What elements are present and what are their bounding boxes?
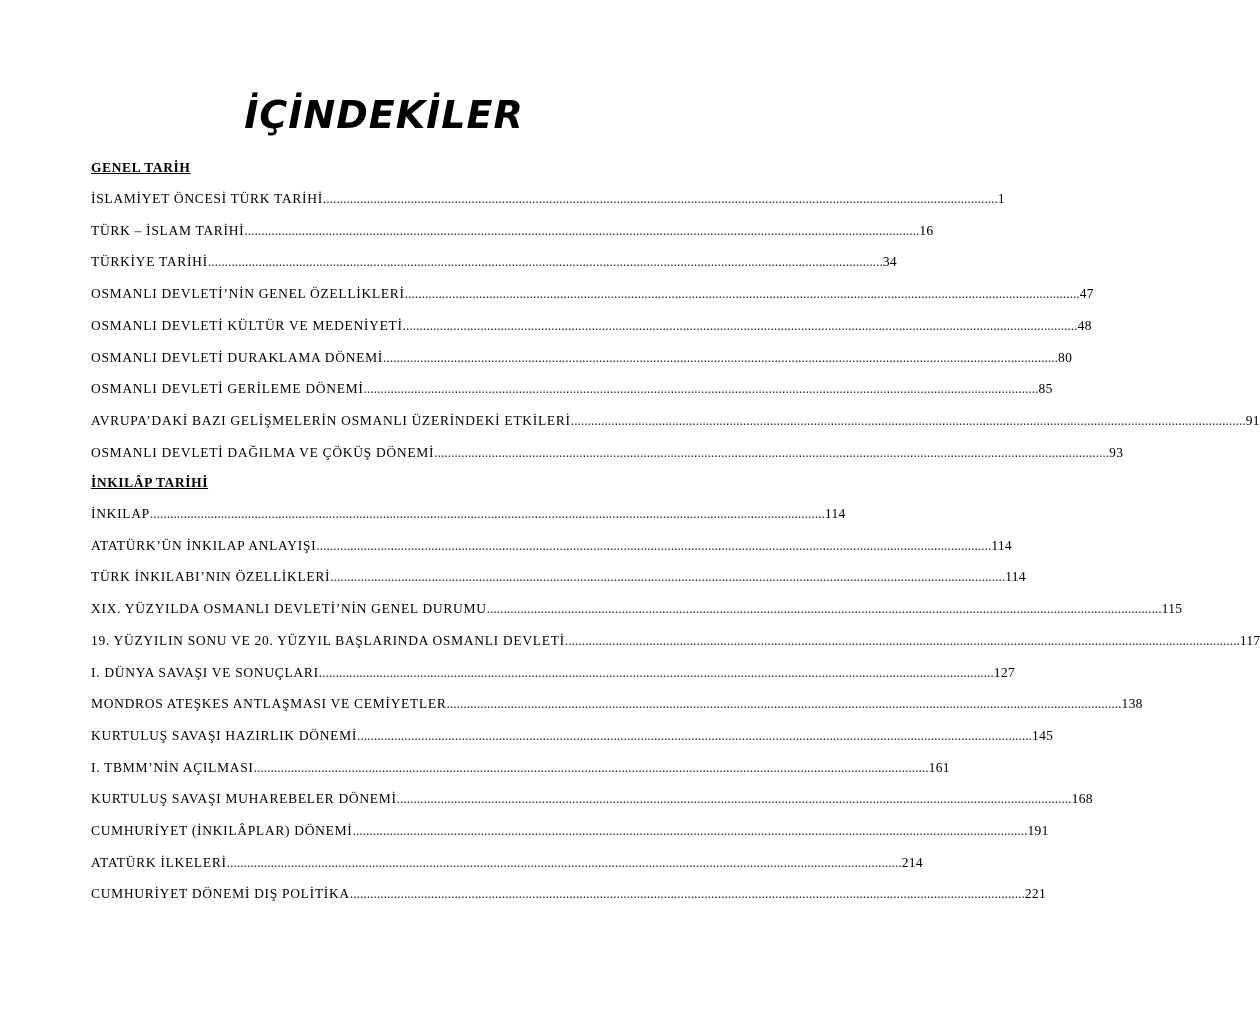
toc-entry[interactable] [91,253,897,271]
toc-entry[interactable] [91,222,934,240]
leader-dots: ........................................................................................................................................................................................................ [207,254,883,270]
leader-dots: ........................................................................................................................................................................................................ [402,317,1078,333]
leader-dots: ........................................................................................................................................................................................................ [226,854,902,870]
toc-entry[interactable] [91,349,1073,367]
toc-page-number: 80 [1058,349,1073,365]
toc-entry[interactable] [91,695,1143,713]
toc-entry[interactable] [91,505,846,523]
leader-dots: ........................................................................................................................................................................................................ [434,444,1110,460]
toc-entry-label: MONDROS ATEŞKES ANTLAŞMASI VE CEMİYETLER [91,696,447,712]
toc-entry[interactable] [91,727,1054,745]
toc-page-number: 114 [1005,569,1026,585]
leader-dots: ........................................................................................................................................................................................................ [149,506,825,521]
toc-entry[interactable] [91,790,1093,808]
leader-dots: ........................................................................................................................................................................................................ [446,696,1122,712]
toc-page-number: 1 [997,191,1005,206]
leader-dots: ........................................................................................................................................................................................................ [396,791,1072,807]
toc-page-number: 168 [1071,791,1093,807]
toc-page-number: 34 [882,254,897,270]
section-heading: İNKILÂP TARİHİ [91,475,209,490]
toc-entry[interactable] [91,632,1260,650]
toc-entry[interactable] [91,317,1092,335]
toc-entry-label: CUMHURİYET (İNKILÂPLAR) DÖNEMİ [91,823,353,838]
toc-page-number: 114 [991,537,1012,553]
toc-entry-label: ATATÜRK’ÜN İNKILAP ANLAYIŞI [91,537,317,553]
toc-entry-label: İSLAMİYET ÖNCESİ TÜRK TARİHİ [91,191,323,206]
toc-page-number: 48 [1077,317,1092,333]
leader-dots: ........................................................................................................................................................................................................ [330,569,1006,585]
leader-dots: ........................................................................................................................................................................................................ [318,664,994,680]
toc-page-number: 85 [1038,381,1053,397]
toc-entry[interactable] [91,190,1005,208]
toc-entry-label: OSMANLI DEVLETİ GERİLEME DÖNEMİ [91,381,364,397]
toc-entry-label: İNKILAP [91,506,150,521]
toc-entry-label: TÜRKİYE TARİHİ [91,254,208,270]
toc-entry-label: TÜRK – İSLAM TARİHİ [91,222,245,238]
toc-entry[interactable] [91,568,1026,586]
leader-dots: ........................................................................................................................................................................................................ [486,601,1162,617]
toc-entry[interactable] [91,285,1094,303]
toc-page-number: 117 [1239,632,1260,648]
toc-page-number: 16 [919,222,934,238]
toc-page-number: 127 [993,664,1015,680]
leader-dots: ........................................................................................................................................................................................................ [363,381,1039,397]
toc-entry[interactable] [91,444,1124,462]
toc-entry-label: TÜRK İNKILABI’NIN ÖZELLİKLERİ [91,569,331,585]
toc-entry-label: KURTULUŞ SAVAŞI HAZIRLIK DÖNEMİ [91,727,358,743]
toc-page-number: 114 [824,506,846,521]
leader-dots: ........................................................................................................................................................................................................ [316,537,992,553]
toc-entry[interactable] [91,600,1183,618]
toc-entry-label: KURTULUŞ SAVAŞI MUHAREBELER DÖNEMİ [91,791,397,807]
toc-page-number: 191 [1027,823,1049,838]
toc-entry-label: OSMANLI DEVLETİ DURAKLAMA DÖNEMİ [91,349,384,365]
toc-entry-label: OSMANLI DEVLETİ’NİN GENEL ÖZELLİKLERİ [91,286,405,302]
toc-entry-label: OSMANLI DEVLETİ KÜLTÜR VE MEDENİYETİ [91,317,403,333]
toc-entry[interactable] [91,664,1015,682]
leader-dots: ........................................................................................................................................................................................................ [383,349,1059,365]
leader-dots: ........................................................................................................................................................................................................ [570,412,1246,428]
toc-page-number: 91 [1245,412,1260,428]
toc-page-number: 47 [1079,286,1094,302]
leader-dots: ........................................................................................................................................................................................................ [564,632,1240,648]
toc-entry-label: OSMANLI DEVLETİ DAĞILMA VE ÇÖKÜŞ DÖNEMİ [91,444,435,460]
toc-entry[interactable] [91,822,1049,840]
toc-entry-label: ATATÜRK İLKELERİ [91,854,227,870]
leader-dots: ........................................................................................................................................................................................................ [357,727,1033,743]
toc-entry[interactable] [91,885,1047,903]
toc-entry[interactable] [91,759,950,777]
toc-entry[interactable] [91,854,923,872]
toc-page-number: 93 [1109,444,1124,460]
leader-dots: ........................................................................................................................................................................................................ [322,191,998,206]
toc-page-number: 161 [928,759,950,775]
toc-entry-label: 19. YÜZYILIN SONU VE 20. YÜZYIL BAŞLARINDA OSMANLI DEVLETİ [91,632,565,648]
toc-entry[interactable] [91,380,1053,398]
toc-page-number: 138 [1121,696,1143,712]
toc-page-number: 115 [1161,601,1183,617]
section-heading: GENEL TARİH [91,160,191,175]
leader-dots: ........................................................................................................................................................................................................ [349,886,1025,902]
leader-dots: ........................................................................................................................................................................................................ [253,759,929,775]
toc-entry-label: AVRUPA’DAKİ BAZI GELİŞMELERİN OSMANLI ÜZERİNDEKİ ETKİLERİ [91,412,571,428]
toc-page-number: 145 [1032,727,1054,743]
leader-dots: ........................................................................................................................................................................................................ [244,222,920,238]
toc-entry-label: XIX. YÜZYILDA OSMANLI DEVLETİ’NİN GENEL DURUMU [91,601,487,617]
page-title: İÇİNDEKİLER [244,93,524,137]
toc-entry[interactable] [91,412,1260,430]
toc-entry-label: I. TBMM’NİN AÇILMASI [91,759,254,775]
toc-entry-label: CUMHURİYET DÖNEMİ DIŞ POLİTİKA [91,886,350,902]
toc-page-number: 214 [901,854,923,870]
toc-entry[interactable] [91,537,1012,555]
toc-entry-label: I. DÜNYA SAVAŞI VE SONUÇLARI [91,664,319,680]
leader-dots: ........................................................................................................................................................................................................ [404,286,1080,302]
toc-page-number: 221 [1024,886,1047,902]
leader-dots: ........................................................................................................................................................................................................ [352,823,1028,838]
